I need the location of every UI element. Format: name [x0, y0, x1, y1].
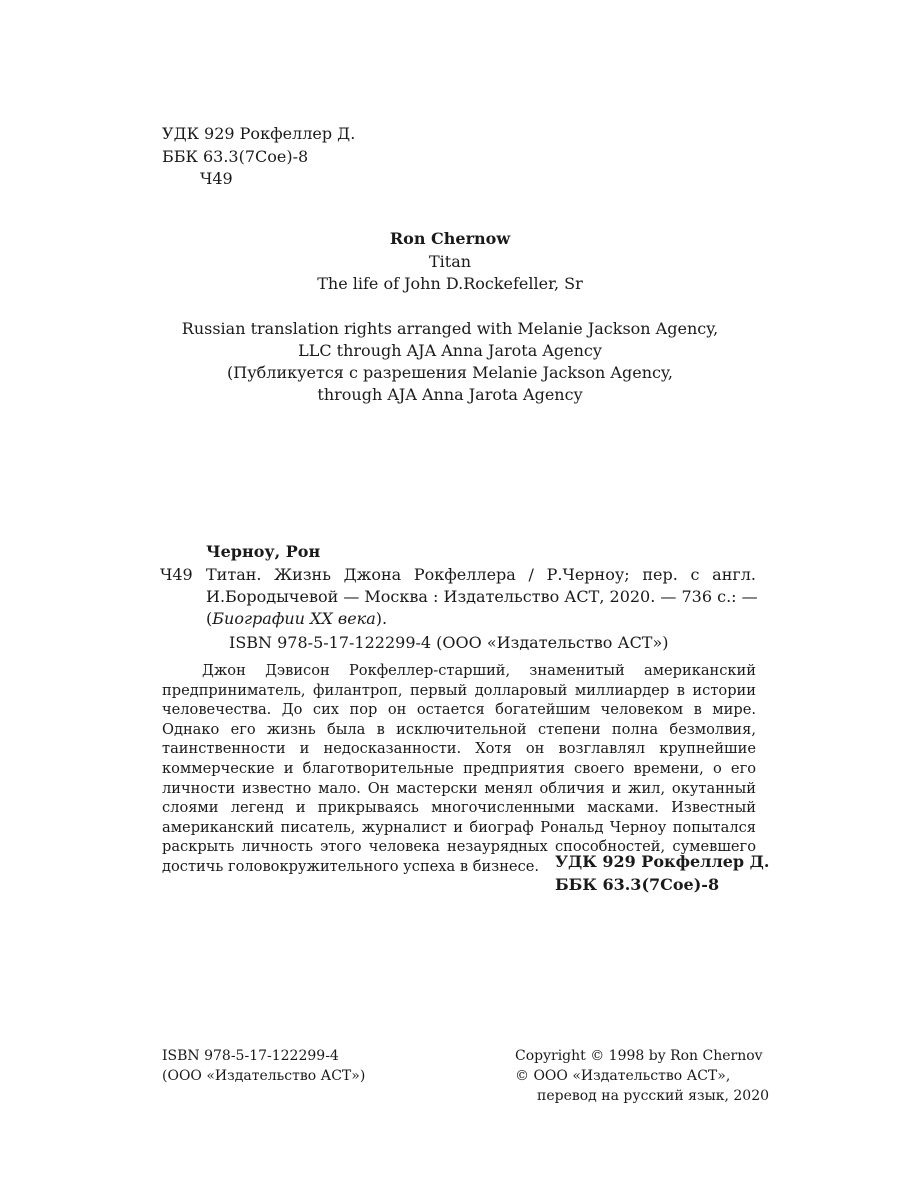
- annotation: [162, 661, 756, 877]
- bib-series-open: (: [206, 609, 213, 628]
- footer-copyright-block: [515, 1046, 769, 1106]
- bib-description-line-2: И.Бородычевой — Москва : Издательство АСТ, 2020. — 736 с.: —: [206, 587, 758, 606]
- bib-isbn: ISBN 978-5-17-122299-4 (ООО «Издательство АСТ»): [229, 633, 669, 652]
- footer-translation-year: перевод на русский язык, 2020: [537, 1088, 770, 1104]
- bib-author-mark: Ч49: [160, 565, 193, 584]
- footer-isbn: ISBN 978-5-17-122299-4: [162, 1048, 339, 1064]
- annotation-text: Джон Дэвисон Рокфеллер-старший, знаменитый американский предприниматель, филантроп, первый долларовый миллиардер в истории человечества. До сих пор он остается богатейшим человеком в мире. Однако его жизнь была в исключительной степени полна безмолвия, таинственности и недосказанности. Хотя он возглавлял крупнейшие коммерческие и благотворительные предприятия своего времени, о его личности известно мало. Он мастерски менял обличия и жил, окутанный слоями легенд и прикрываясь многочисленными масками. Известный американский писатель, журналист и биограф Рональд Черноу попытался раскрыть личность этого человека незаурядных способностей, сумевшего достичь головокружительного успеха в бизнесе.: [162, 662, 756, 875]
- bib-series-line: [206, 608, 756, 630]
- author-mark-top: Ч49: [200, 169, 233, 188]
- footer-copyright: Copyright © 1998 by Ron Chernov: [515, 1048, 763, 1064]
- bbk-code-top: ББК 63.3(7Сое)-8: [162, 147, 309, 166]
- bib-series-close: ).: [375, 609, 388, 628]
- udk-code-bottom: УДК 929 Рокфеллер Д.: [555, 852, 770, 871]
- bib-description: [206, 564, 756, 630]
- footer-translation-copyright: © ООО «Издательство АСТ»,: [515, 1068, 731, 1084]
- rights-line-2: LLC through AJA Anna Jarota Agency: [298, 341, 602, 360]
- footer-publisher: (ООО «Издательство АСТ»): [162, 1068, 366, 1084]
- rights-line-1: Russian translation rights arranged with Melanie Jackson Agency,: [181, 319, 719, 338]
- original-title: Titan: [428, 252, 472, 271]
- bib-author-heading: Черноу, Рон: [206, 542, 321, 561]
- bib-description-line-1: Титан. Жизнь Джона Рокфеллера / Р.Черноу; пер. с англ.: [206, 565, 756, 584]
- bbk-code-bottom: ББК 63.3(7Сое)-8: [555, 875, 720, 894]
- bib-series: Биографии XX века: [212, 609, 376, 628]
- rights-line-4: through AJA Anna Jarota Agency: [317, 385, 583, 404]
- footer-isbn-block: [162, 1046, 365, 1086]
- original-author: Ron Chernow: [389, 229, 511, 248]
- udk-code-top: УДК 929 Рокфеллер Д.: [162, 124, 356, 143]
- rights-line-3: (Публикуется с разрешения Melanie Jackson Agency,: [227, 363, 673, 382]
- original-subtitle: The life of John D.Rockefeller, Sr: [317, 274, 583, 293]
